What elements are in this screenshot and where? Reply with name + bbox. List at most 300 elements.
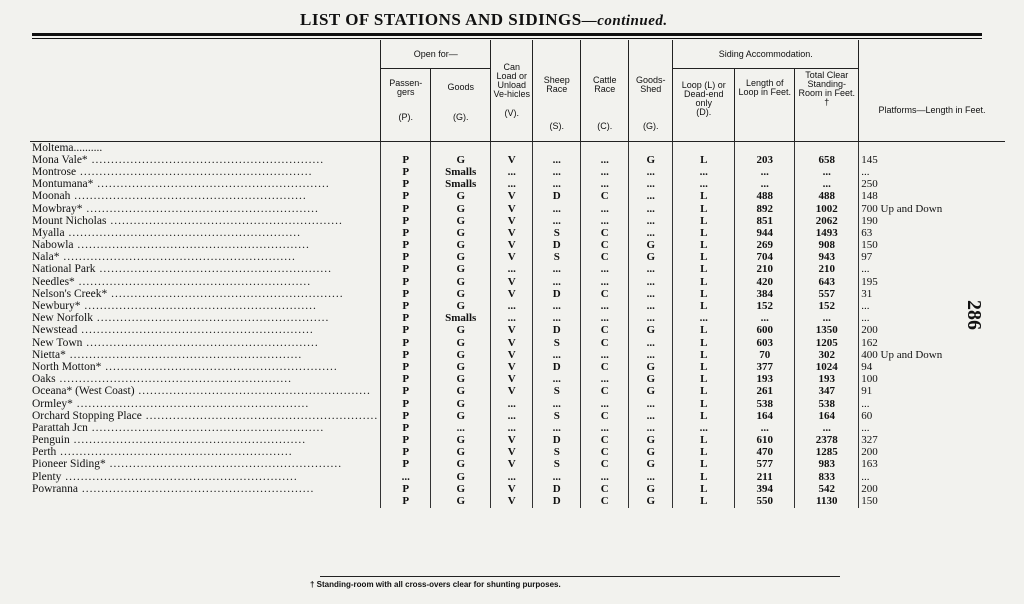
- cell-len: 269: [735, 240, 795, 252]
- cell-p: P: [381, 203, 431, 215]
- cell-g: G: [431, 361, 491, 373]
- page-number: 286: [963, 300, 985, 330]
- top-rule-thin: [32, 38, 982, 39]
- cell-l: [673, 142, 735, 155]
- cell-s: S: [533, 410, 581, 422]
- title-main: LIST OF STATIONS AND SIDINGS: [300, 10, 582, 29]
- cell-len: ...: [735, 179, 795, 191]
- cell-len: 577: [735, 459, 795, 471]
- cell-name: New Norfolk ............................................................: [32, 312, 330, 325]
- goods-shed-label: Goods-Shed: [635, 75, 666, 94]
- cell-p: P: [381, 398, 431, 410]
- cell-gs: G: [629, 252, 673, 264]
- table-row: [30, 313, 1005, 325]
- cell-plat: 100: [859, 374, 1005, 386]
- dot-leader: ............................................................: [106, 215, 343, 227]
- cell-gs: ...: [629, 349, 673, 361]
- cell-tot: 152: [795, 300, 859, 312]
- cell-gs: ...: [629, 422, 673, 434]
- cell-len: 704: [735, 252, 795, 264]
- cell-tot: [795, 142, 859, 155]
- cell-c: ...: [581, 300, 629, 312]
- length-label: Length of Loop in Feet.: [738, 78, 792, 97]
- table-row: [30, 471, 1005, 483]
- cell-g: G: [431, 215, 491, 227]
- cell-s: ...: [533, 398, 581, 410]
- dot-leader: ............................................................: [87, 422, 325, 434]
- top-rule: [32, 33, 982, 36]
- cell-c: C: [581, 361, 629, 373]
- table-row: [30, 154, 1005, 166]
- dot-leader: ............................................................: [93, 178, 330, 191]
- cell-p: P: [381, 410, 431, 422]
- cell-l: L: [673, 240, 735, 252]
- cell-name: Pioneer Siding* ............................................................: [32, 458, 343, 471]
- table-row: [30, 447, 1005, 459]
- table-row: [30, 215, 1005, 227]
- cell-p: P: [381, 300, 431, 312]
- cell-c: ...: [581, 154, 629, 166]
- cell-gs: G: [629, 361, 673, 373]
- cell-gs: G: [629, 495, 673, 507]
- cell-len: 603: [735, 337, 795, 349]
- cell-l: ...: [673, 313, 735, 325]
- cell-gs: ...: [629, 276, 673, 288]
- cell-plat: 200: [859, 325, 1005, 337]
- cell-len: 420: [735, 276, 795, 288]
- cell-name: Nabowla ............................................................: [32, 239, 310, 252]
- cell-v: ...: [491, 471, 533, 483]
- cell-v: V: [491, 240, 533, 252]
- cell-s: ...: [533, 179, 581, 191]
- cell-tot: 1205: [795, 337, 859, 349]
- gs-code-label: (G).: [643, 121, 659, 131]
- table-row: [30, 337, 1005, 349]
- cell-gs: G: [629, 435, 673, 447]
- dot-leader: ............................................................: [55, 373, 293, 386]
- total-label: Total Clear Standing-Room in Feet. †: [798, 70, 856, 107]
- cell-len: 203: [735, 154, 795, 166]
- cell-plat: ...: [859, 471, 1005, 483]
- dot-leader: ............................................................: [141, 410, 379, 422]
- cell-tot: ...: [795, 179, 859, 191]
- dot-leader: ............................................................: [77, 324, 314, 337]
- platforms-label: Platforms—Length in Feet.: [878, 105, 986, 115]
- cell-plat: 195: [859, 276, 1005, 288]
- cell-tot: 302: [795, 349, 859, 361]
- cell-c: C: [581, 459, 629, 471]
- cell-s: ...: [533, 166, 581, 178]
- cell-name: Newbury* ............................................................: [32, 300, 317, 313]
- cell-name: Perth ............................................................: [32, 446, 293, 459]
- cell-len: ...: [735, 422, 795, 434]
- cell-c: C: [581, 227, 629, 239]
- goods-header: [431, 69, 491, 142]
- cell-s: ...: [533, 313, 581, 325]
- cell-l: L: [673, 154, 735, 166]
- cell-c: C: [581, 386, 629, 398]
- cell-g: G: [431, 264, 491, 276]
- cell-l: L: [673, 410, 735, 422]
- cell-len: 600: [735, 325, 795, 337]
- cell-c: ...: [581, 398, 629, 410]
- cell-tot: 557: [795, 288, 859, 300]
- cell-name: Oceana* (West Coast) ............................................................: [32, 385, 371, 398]
- goods-shed-header: [629, 40, 673, 142]
- cell-p: P: [381, 240, 431, 252]
- cell-s: ...: [533, 154, 581, 166]
- cell-name: National Park ............................................................: [32, 263, 332, 276]
- cell-name: Moonah ............................................................: [32, 190, 307, 203]
- cell-p: P: [381, 288, 431, 300]
- cell-name: Mount Nicholas ............................................................: [32, 215, 343, 227]
- cell-l: L: [673, 374, 735, 386]
- dot-leader: ............................................................: [101, 361, 338, 373]
- cell-plat: 63: [859, 227, 1005, 239]
- cell-name: Orchard Stopping Place ............................................................: [32, 410, 379, 422]
- cell-l: ...: [673, 179, 735, 191]
- cell-len: 394: [735, 483, 795, 495]
- cell-gs: ...: [629, 471, 673, 483]
- cell-l: L: [673, 300, 735, 312]
- cell-l: L: [673, 349, 735, 361]
- cell-c: ...: [581, 179, 629, 191]
- cell-tot: 2062: [795, 215, 859, 227]
- cell-l: L: [673, 264, 735, 276]
- cell-l: L: [673, 483, 735, 495]
- cell-gs: ...: [629, 215, 673, 227]
- dot-leader: ............................................................: [82, 337, 319, 349]
- cell-v: ...: [491, 179, 533, 191]
- cell-gs: ...: [629, 191, 673, 203]
- cell-c: ...: [581, 276, 629, 288]
- cell-name: Parattah Jcn ............................................................: [32, 422, 325, 434]
- table-row: [30, 240, 1005, 252]
- cell-plat: ...: [859, 398, 1005, 410]
- cell-v: V: [491, 325, 533, 337]
- cell-s: ...: [533, 374, 581, 386]
- cell-name: Newstead ............................................................: [32, 324, 314, 337]
- table-row: [30, 483, 1005, 495]
- dot-leader: ............................................................: [87, 154, 325, 166]
- cell-plat: 200: [859, 447, 1005, 459]
- cell-l: L: [673, 495, 735, 507]
- cell-l: L: [673, 386, 735, 398]
- cell-s: ...: [533, 203, 581, 215]
- table-row: [30, 459, 1005, 471]
- table-row: [30, 300, 1005, 312]
- cell-name: Myalla ............................................................: [32, 227, 301, 239]
- cell-l: ...: [673, 422, 735, 434]
- cell-l: L: [673, 447, 735, 459]
- cell-len: 610: [735, 435, 795, 447]
- cell-len: 538: [735, 398, 795, 410]
- cell-gs: G: [629, 154, 673, 166]
- table-row: [30, 288, 1005, 300]
- sheep-label: Sheep Race: [543, 75, 570, 94]
- cell-p: [381, 142, 431, 155]
- cell-s: ...: [533, 215, 581, 227]
- cell-p: P: [381, 313, 431, 325]
- table-row: [30, 398, 1005, 410]
- cell-s: D: [533, 483, 581, 495]
- cell-gs: ...: [629, 288, 673, 300]
- cell-tot: 1493: [795, 227, 859, 239]
- cell-name: New Town ............................................................: [32, 337, 319, 349]
- cell-v: V: [491, 154, 533, 166]
- cell-g: G: [431, 276, 491, 288]
- cell-len: [735, 142, 795, 155]
- cell-gs: [629, 142, 673, 155]
- cell-v: V: [491, 203, 533, 215]
- cell-tot: 1350: [795, 325, 859, 337]
- cell-tot: 347: [795, 386, 859, 398]
- cell-l: L: [673, 435, 735, 447]
- cell-name: Mowbray* ............................................................: [32, 202, 319, 215]
- cell-tot: 542: [795, 483, 859, 495]
- cell-gs: ...: [629, 300, 673, 312]
- cell-tot: 210: [795, 264, 859, 276]
- cell-l: L: [673, 203, 735, 215]
- cell-l: L: [673, 471, 735, 483]
- cell-plat: 163: [859, 459, 1005, 471]
- cell-g: G: [431, 325, 491, 337]
- cell-s: D: [533, 435, 581, 447]
- cell-g: G: [431, 154, 491, 166]
- cell-c: C: [581, 447, 629, 459]
- cell-len: 944: [735, 227, 795, 239]
- cell-len: 210: [735, 264, 795, 276]
- cell-s: D: [533, 288, 581, 300]
- cell-p: P: [381, 495, 431, 507]
- cell-name: Oaks ............................................................: [32, 373, 293, 386]
- cell-v: V: [491, 288, 533, 300]
- dot-leader: ............................................................: [82, 202, 319, 215]
- cell-c: C: [581, 252, 629, 264]
- cell-len: 851: [735, 215, 795, 227]
- cell-c: ...: [581, 215, 629, 227]
- cell-g: G: [431, 386, 491, 398]
- dot-leader: ............................................................: [73, 239, 310, 252]
- cell-len: 164: [735, 410, 795, 422]
- cell-p: P: [381, 483, 431, 495]
- dot-leader: ............................................................: [69, 434, 307, 447]
- cell-l: L: [673, 337, 735, 349]
- cell-len: ...: [735, 313, 795, 325]
- dot-leader: ............................................................: [74, 276, 312, 288]
- dot-leader: ............................................................: [70, 190, 307, 203]
- cell-gs: G: [629, 325, 673, 337]
- table-row: [30, 227, 1005, 239]
- cell-g: Smalls: [431, 166, 491, 178]
- cell-len: 384: [735, 288, 795, 300]
- cell-plat: 190: [859, 215, 1005, 227]
- cell-tot: 488: [795, 191, 859, 203]
- cell-gs: ...: [629, 166, 673, 178]
- dot-leader: ............................................................: [78, 483, 315, 495]
- cell-tot: ...: [795, 422, 859, 434]
- cell-v: V: [491, 337, 533, 349]
- cell-name: Nietta* ............................................................: [32, 349, 303, 361]
- cell-name: Nala* ............................................................: [32, 251, 296, 264]
- dot-leader: ............................................................: [56, 446, 293, 459]
- cell-name: [30, 495, 381, 507]
- cell-tot: 2378: [795, 435, 859, 447]
- cell-len: 892: [735, 203, 795, 215]
- cell-c: [581, 142, 629, 155]
- cell-p: P: [381, 447, 431, 459]
- table-row: [30, 422, 1005, 434]
- cell-g: G: [431, 240, 491, 252]
- cell-p: P: [381, 422, 431, 434]
- cell-g: G: [431, 203, 491, 215]
- cell-p: P: [381, 252, 431, 264]
- dot-leader: ............................................................: [93, 312, 330, 325]
- station-name-header: [30, 40, 381, 142]
- cell-l: L: [673, 252, 735, 264]
- cell-len: 488: [735, 191, 795, 203]
- cell-plat: 400 Up and Down: [859, 349, 1005, 361]
- cell-p: P: [381, 227, 431, 239]
- cell-c: ...: [581, 422, 629, 434]
- cell-gs: G: [629, 386, 673, 398]
- cell-p: ...: [381, 471, 431, 483]
- cell-c: ...: [581, 166, 629, 178]
- dot-leader: ............................................................: [134, 385, 371, 398]
- cell-plat: ...: [859, 422, 1005, 434]
- cell-c: ...: [581, 264, 629, 276]
- can-load-label: Can Load or Unload Ve-hicles: [493, 62, 531, 99]
- cell-plat: 97: [859, 252, 1005, 264]
- table-row: [30, 349, 1005, 361]
- cell-v: ...: [491, 166, 533, 178]
- cell-s: ...: [533, 300, 581, 312]
- cell-len: 193: [735, 374, 795, 386]
- cell-name: Montumana* ............................................................: [32, 178, 330, 191]
- header-group-row: [30, 40, 1005, 69]
- cell-plat: 150: [859, 240, 1005, 252]
- cell-c: C: [581, 435, 629, 447]
- p-code-label: (P).: [398, 112, 413, 122]
- cell-len: ...: [735, 166, 795, 178]
- cell-plat: 250: [859, 179, 1005, 191]
- cell-tot: 658: [795, 154, 859, 166]
- cell-plat: 700 Up and Down: [859, 203, 1005, 215]
- cell-g: G: [431, 288, 491, 300]
- cell-p: P: [381, 361, 431, 373]
- cell-g: G: [431, 483, 491, 495]
- goods-label: Goods: [447, 82, 475, 92]
- cell-v: ...: [491, 300, 533, 312]
- cell-p: P: [381, 179, 431, 191]
- cell-v: ...: [491, 264, 533, 276]
- dot-leader: ............................................................: [64, 227, 301, 239]
- cell-c: C: [581, 337, 629, 349]
- cell-v: V: [491, 386, 533, 398]
- cell-gs: ...: [629, 179, 673, 191]
- v-code-label: (V).: [504, 108, 519, 118]
- loop-header: [673, 69, 735, 142]
- passengers-label: Passen-gers: [389, 78, 423, 97]
- cell-s: ...: [533, 264, 581, 276]
- cell-g: G: [431, 471, 491, 483]
- cell-c: C: [581, 191, 629, 203]
- cell-s: [533, 142, 581, 155]
- table-row: [30, 374, 1005, 386]
- cell-plat: 60: [859, 410, 1005, 422]
- dot-leader: ............................................................: [76, 166, 313, 178]
- cell-plat: 145: [859, 154, 1005, 166]
- cell-g: ...: [431, 422, 491, 434]
- cell-tot: 908: [795, 240, 859, 252]
- cell-name: Penguin ............................................................: [32, 434, 307, 447]
- cell-v: V: [491, 191, 533, 203]
- table-row: [30, 142, 1005, 155]
- table-row: [30, 495, 1005, 507]
- cell-plat: ...: [859, 313, 1005, 325]
- cell-plat: 94: [859, 361, 1005, 373]
- cell-tot: 538: [795, 398, 859, 410]
- cell-gs: ...: [629, 264, 673, 276]
- cell-tot: 983: [795, 459, 859, 471]
- cell-plat: 150: [859, 495, 1005, 507]
- cell-plat: ...: [859, 300, 1005, 312]
- cell-s: ...: [533, 422, 581, 434]
- page-title: [300, 10, 860, 30]
- cell-tot: 164: [795, 410, 859, 422]
- cell-p: P: [381, 191, 431, 203]
- g-code-label: (G).: [453, 112, 469, 122]
- cell-v: V: [491, 252, 533, 264]
- cell-l: L: [673, 459, 735, 471]
- cell-v: V: [491, 435, 533, 447]
- cell-gs: ...: [629, 227, 673, 239]
- cell-p: P: [381, 374, 431, 386]
- cell-g: [431, 142, 491, 155]
- cell-v: V: [491, 276, 533, 288]
- cell-name: Moltema..........: [32, 141, 103, 154]
- cell-c: ...: [581, 349, 629, 361]
- cell-g: G: [431, 435, 491, 447]
- table-body: [30, 142, 1005, 508]
- table-row: [30, 276, 1005, 288]
- cell-tot: 1285: [795, 447, 859, 459]
- cell-s: S: [533, 227, 581, 239]
- cell-c: C: [581, 325, 629, 337]
- table-row: [30, 410, 1005, 422]
- table-row: [30, 179, 1005, 191]
- cell-s: S: [533, 337, 581, 349]
- cell-c: C: [581, 410, 629, 422]
- cell-c: ...: [581, 374, 629, 386]
- cell-gs: ...: [629, 337, 673, 349]
- dot-leader: ............................................................: [105, 458, 343, 471]
- platforms-header: [859, 40, 1005, 142]
- cell-name: Nelson's Creek* ............................................................: [32, 288, 344, 300]
- cell-s: S: [533, 459, 581, 471]
- cell-s: D: [533, 495, 581, 507]
- cell-p: P: [381, 386, 431, 398]
- cell-name: North Motton* ............................................................: [32, 361, 338, 373]
- cell-g: G: [431, 252, 491, 264]
- cell-c: C: [581, 483, 629, 495]
- cell-v: V: [491, 495, 533, 507]
- cell-g: G: [431, 410, 491, 422]
- cell-v: ...: [491, 410, 533, 422]
- length-header: [735, 69, 795, 142]
- cell-l: ...: [673, 166, 735, 178]
- cell-c: C: [581, 495, 629, 507]
